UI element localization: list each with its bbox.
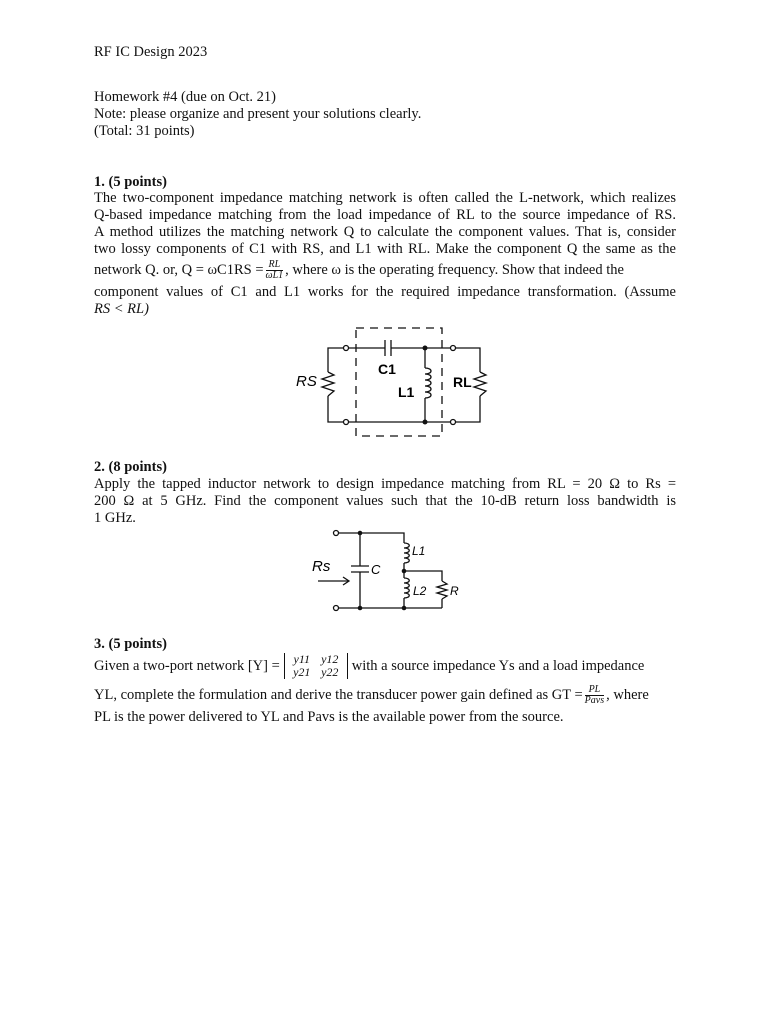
terminal — [451, 420, 456, 425]
node-dot — [402, 569, 407, 574]
terminal — [334, 606, 339, 611]
node-dot — [358, 531, 363, 536]
rl-resistor — [474, 372, 486, 396]
terminal — [334, 531, 339, 536]
q1-line: The two-component impedance matching network is often called the L-network, which realizes — [94, 190, 676, 206]
q2-line: Apply the tapped inductor network to design impedance matching from RL = 20 Ω to Rs = — [94, 476, 676, 492]
l1-label: L1 — [412, 544, 426, 558]
q1-body — [94, 190, 676, 258]
homework-note: Note: please organize and present your solutions clearly. — [94, 106, 422, 122]
node-dot — [358, 606, 363, 611]
terminal — [344, 346, 349, 351]
q1-heading: 1. (5 points) — [94, 174, 167, 190]
matrix-cell: y21 — [293, 665, 311, 679]
q1-fraction — [266, 260, 284, 281]
node-dot — [402, 606, 407, 611]
r-resistor — [437, 581, 447, 599]
wire — [338, 533, 404, 543]
q3-line-1 — [94, 651, 676, 681]
q1-line: Q-based impedance matching from the load impedance of RL to the source impedance of RS. — [94, 207, 676, 223]
wire — [455, 396, 480, 422]
rs-label: RS — [296, 373, 317, 390]
q3-text: Given a two-port network [Y] = — [94, 657, 280, 674]
c1-capacitor — [385, 340, 391, 356]
total-points: (Total: 31 points) — [94, 123, 195, 139]
wire — [455, 348, 480, 372]
q3-fraction — [585, 685, 604, 706]
course-title: RF IC Design 2023 — [94, 44, 208, 60]
q3-text: , where — [606, 686, 649, 703]
q1-line: A method utilizes the matching network Q to calculate the component values. That is, consider — [94, 224, 676, 240]
c1-label: C1 — [378, 361, 396, 377]
matrix-cell: y22 — [321, 665, 339, 679]
q2-line: 1 GHz. — [94, 510, 136, 526]
q2-body — [94, 476, 676, 527]
r-label: R — [450, 584, 459, 598]
fraction-denominator: ωL1 — [265, 269, 284, 281]
fraction-numerator: PL — [585, 685, 604, 696]
matrix-cell: y12 — [321, 652, 339, 666]
terminal — [451, 346, 456, 351]
q1-line: RS < RL) — [94, 301, 149, 317]
q1-formula-text: network Q. or, Q = ωC1RS = — [94, 262, 264, 278]
q2-line: 200 Ω at 5 GHz. Find the component values such that the 10-dB return loss bandwidth is — [94, 493, 676, 509]
c-label: C — [371, 562, 381, 577]
fraction-numerator: RL — [266, 260, 284, 271]
q1-formula-line — [94, 257, 676, 283]
q1-line: component values of C1 and L1 works for the required impedance transformation. (Assume — [94, 284, 676, 300]
matrix-cell: y11 — [293, 652, 310, 666]
q1-body-end — [94, 284, 676, 318]
q1-line: two lossy components of C1 with RS, and L1 with RL. Make the component Q the same as the — [94, 241, 676, 257]
homework-title: Homework #4 (due on Oct. 21) — [94, 89, 277, 105]
node-dot — [423, 346, 428, 351]
l1-inductor — [425, 368, 431, 398]
terminal — [344, 420, 349, 425]
l2-inductor — [404, 578, 409, 598]
q3-text: with a source impedance Ys and a load impedance — [351, 657, 645, 674]
l2-label: L2 — [413, 584, 427, 598]
c-capacitor — [351, 566, 369, 572]
node-dot — [423, 420, 428, 425]
tapped-inductor-diagram — [300, 523, 480, 618]
q1-formula-tail: , where ω is the operating frequency. Show that indeed the — [285, 262, 624, 278]
q2-heading: 2. (8 points) — [94, 459, 167, 475]
rl-label: RL — [453, 374, 472, 390]
dashed-box — [356, 328, 442, 436]
fraction-denominator: Pavs — [584, 694, 605, 706]
wire — [328, 348, 345, 372]
q3-text: YL, complete the formulation and derive the transducer power gain defined as GT = — [94, 686, 583, 703]
q3-line-3: PL is the power delivered to YL and Pavs is the available power from the source. — [94, 709, 564, 725]
l1-label: L1 — [398, 384, 415, 400]
q3-heading: 3. (5 points) — [94, 636, 167, 652]
rs-resistor — [322, 372, 334, 396]
l1-inductor — [404, 543, 409, 563]
y-matrix — [284, 653, 348, 679]
q3-line-2 — [94, 683, 676, 707]
rs-label: Rs — [312, 558, 331, 575]
l-network-diagram — [290, 322, 500, 442]
wire — [328, 396, 345, 422]
